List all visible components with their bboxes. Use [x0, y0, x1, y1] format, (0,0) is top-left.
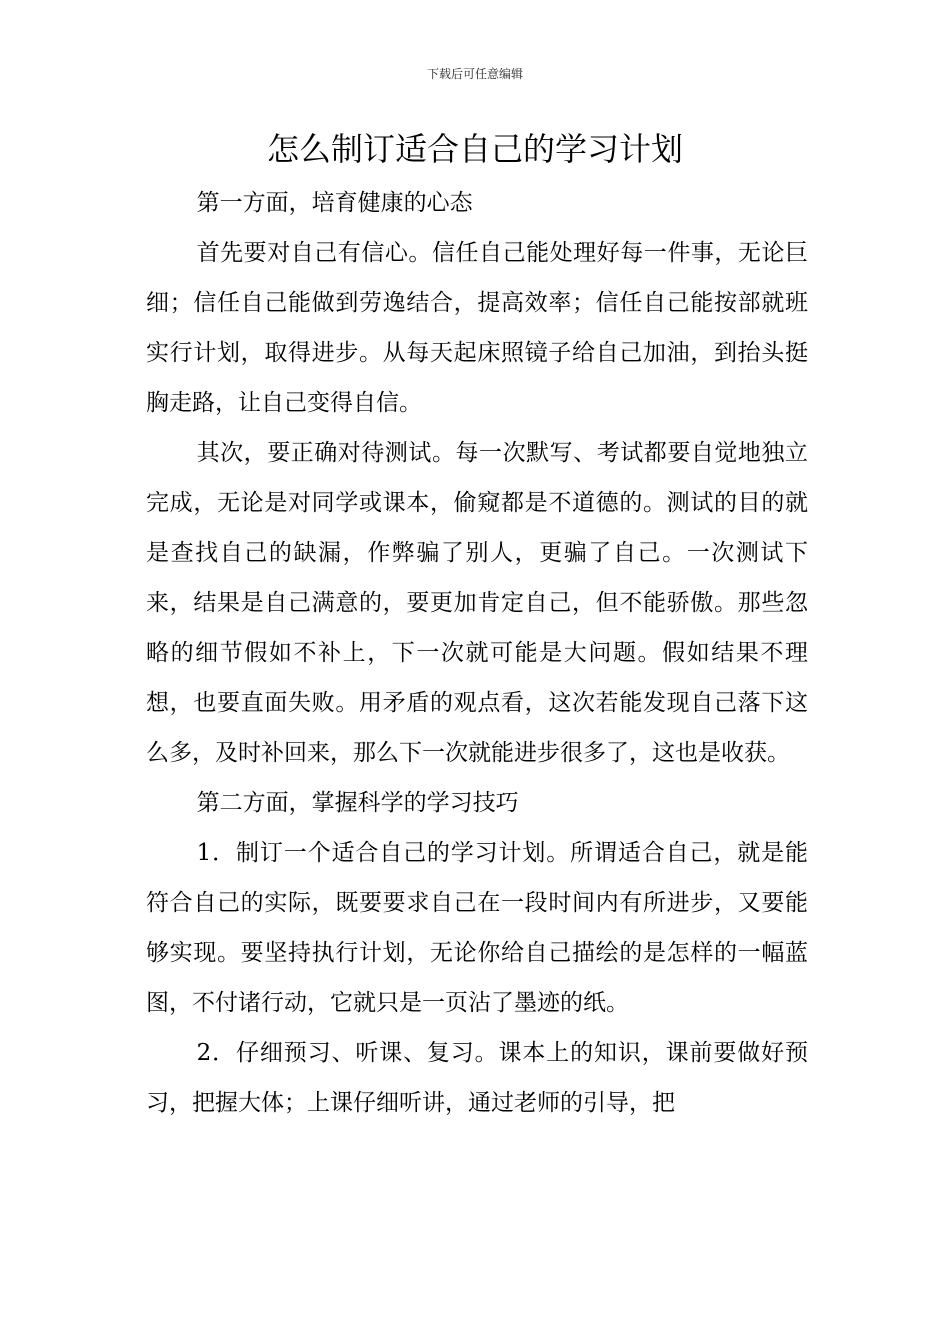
section-heading-2: 第二方面，掌握科学的学习技巧 — [196, 790, 519, 816]
document-body — [146, 178, 808, 1128]
header-note: 下载后可任意编辑 — [426, 67, 523, 81]
paragraph-preview-review: 2．仔细预习、听课、复习。课本上的知识，课前要做好预习，把握大体；上课仔细听讲，通过老师的引导，把 — [146, 1040, 808, 1116]
paragraph-testing: 其次，要正确对待测试。每一次默写、考试都要自觉地独立完成，无论是对同学或课本，偷窥都是不道德的。测试的目的就是查找自己的缺漏，作弊骗了别人，更骗了自己。一次测试下来，结果是自己满意的，要更加肯定自己，但不能骄傲。那些忽略的细节假如不补上，下一次就可能是大问题。假如结果不理想，也要直面失败。用矛盾的观点看，这次若能发现自己落下这么多，及时补回来，那么下一次就能进步很多了，这也是收获。 — [146, 440, 808, 766]
section-heading-1: 第一方面，培育健康的心态 — [196, 190, 473, 216]
paragraph-study-plan: 1．制订一个适合自己的学习计划。所谓适合自己，就是能符合自己的实际，既要要求自己在一段时间内有所进步，又要能够实现。要坚持执行计划，无论你给自己描绘的是怎样的一幅蓝图，不付诸行动，它就只是一页沾了墨迹的纸。 — [146, 840, 808, 1016]
paragraph-confidence: 首先要对自己有信心。信任自己能处理好每一件事，无论巨细；信任自己能做到劳逸结合，提高效率；信任自己能按部就班实行计划，取得进步。从每天起床照镜子给自己加油，到抬头挺胸走路，让自己变得自信。 — [146, 240, 808, 416]
document-title: 怎么制订适合自己的学习计划 — [266, 130, 683, 168]
